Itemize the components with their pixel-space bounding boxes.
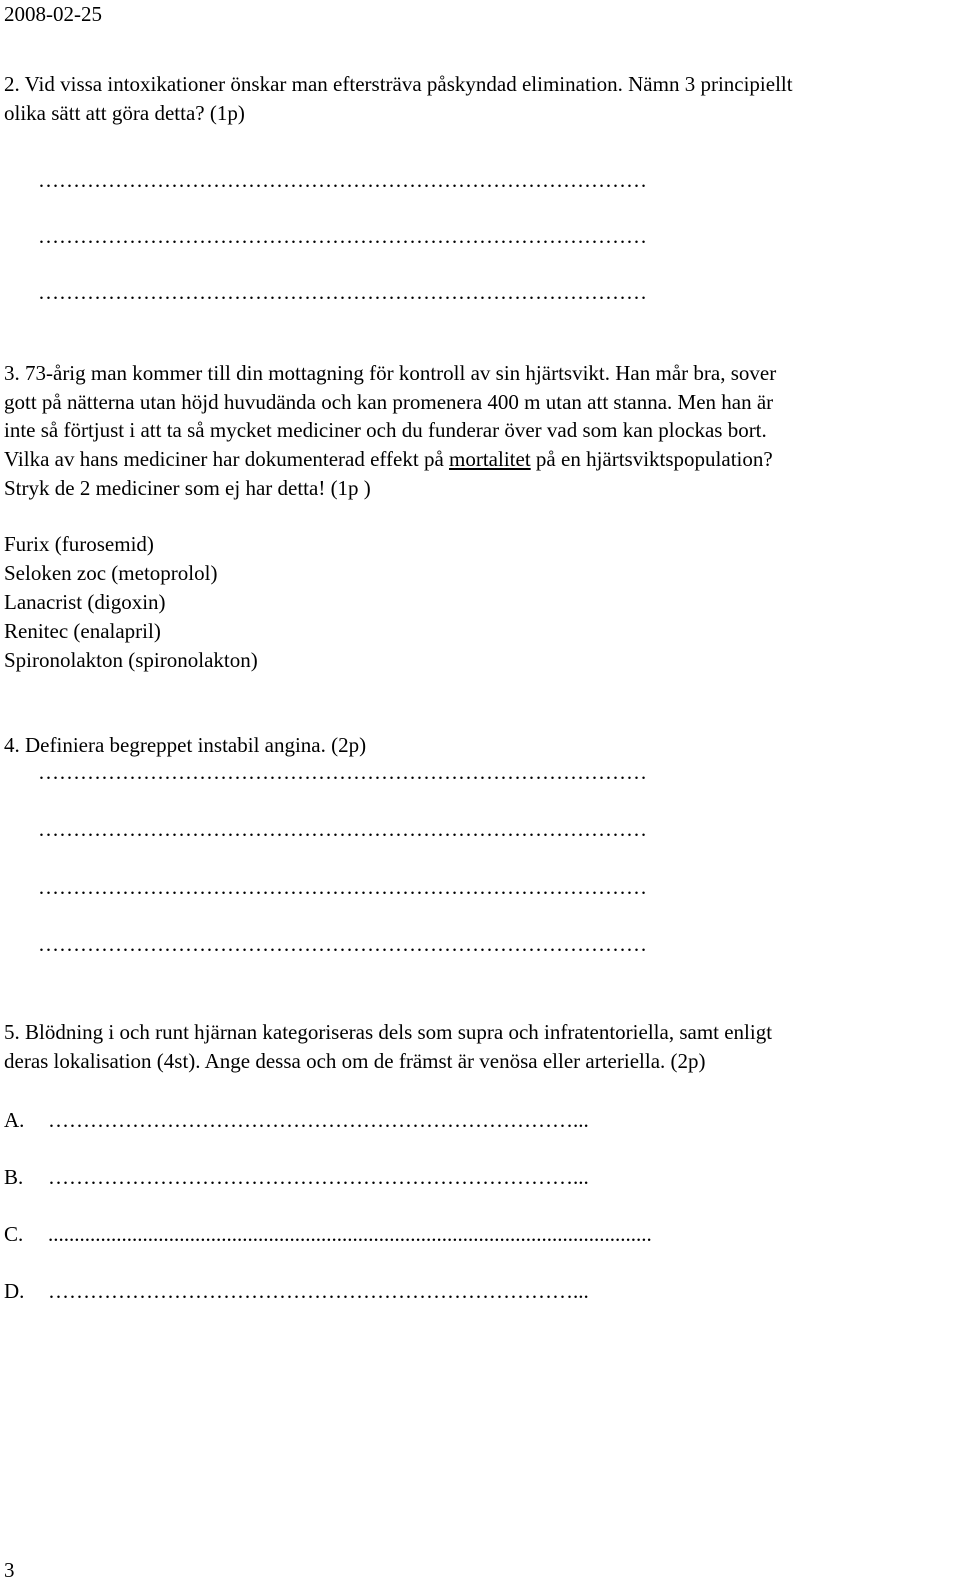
q3-text-line-5: Stryk de 2 mediciner som ej har detta! (1p )	[4, 476, 371, 500]
q4-answer-line-3: ……………………………………………………………………………	[38, 875, 647, 899]
q3-underlined-mortalitet: mortalitet	[449, 447, 531, 471]
answer-label: C.	[4, 1222, 24, 1246]
medication-item: Lanacrist (digoxin)	[4, 590, 166, 614]
answer-dots: …………………………………………………………………...	[48, 1108, 589, 1132]
medication-item: Seloken zoc (metoprolol)	[4, 561, 218, 585]
q3-text-line-2: gott på nätterna utan höjd huvudända och kan promenera 400 m utan att stanna. Men han är	[4, 390, 774, 414]
page-number: 3	[4, 1558, 15, 1582]
medication-item: Spironolakton (spironolakton)	[4, 648, 258, 672]
answer-dots: ...................................................................................................................	[48, 1222, 652, 1246]
answer-dots: …………………………………………………………………...	[48, 1279, 589, 1303]
q5-answer-a	[4, 1106, 589, 1134]
q4-answer-line-1: ……………………………………………………………………………	[38, 760, 647, 784]
q4-answer-line-2: ……………………………………………………………………………	[38, 817, 647, 841]
q5-text-line-2: deras lokalisation (4st). Ange dessa och om de främst är venösa eller arteriella. (2p)	[4, 1049, 706, 1073]
q4-answer-line-4: ……………………………………………………………………………	[38, 932, 647, 956]
q3-text-line-3: inte så förtjust i att ta så mycket mediciner och du funderar över vad som kan plockas bort.	[4, 418, 767, 442]
medication-item: Furix (furosemid)	[4, 532, 154, 556]
header-date: 2008-02-25	[4, 2, 102, 26]
q2-text-line-1: 2. Vid vissa intoxikationer önskar man eftersträva påskyndad elimination. Nämn 3 principiellt	[4, 72, 793, 96]
answer-dots: …………………………………………………………………...	[48, 1165, 589, 1189]
q5-answer-d	[4, 1277, 589, 1305]
answer-label: B.	[4, 1165, 24, 1189]
q2-text-line-2: olika sätt att göra detta? (1p)	[4, 101, 245, 125]
q3-text-line-4	[4, 445, 773, 473]
medication-item: Renitec (enalapril)	[4, 619, 161, 643]
q2-answer-line-2: ……………………………………………………………………………	[38, 224, 647, 248]
q4-text-line-1: 4. Definiera begreppet instabil angina. (2p)	[4, 733, 367, 757]
answer-label: D.	[4, 1279, 25, 1303]
answer-label: A.	[4, 1108, 25, 1132]
q2-answer-line-1: ……………………………………………………………………………	[38, 168, 647, 192]
q5-answer-c	[4, 1220, 652, 1248]
q2-answer-line-3: ……………………………………………………………………………	[38, 280, 647, 304]
q3-line-4-post: på en hjärtsviktspopulation?	[530, 447, 773, 471]
q3-line-4-pre: Vilka av hans mediciner har dokumenterad effekt på	[4, 447, 450, 471]
q5-text-line-1: 5. Blödning i och runt hjärnan kategoriseras dels som supra och infratentoriella, samt enligt	[4, 1020, 773, 1044]
q3-text-line-1: 3. 73-årig man kommer till din mottagning för kontroll av sin hjärtsvikt. Han mår bra, sover	[4, 361, 777, 385]
q5-answer-b	[4, 1163, 589, 1191]
